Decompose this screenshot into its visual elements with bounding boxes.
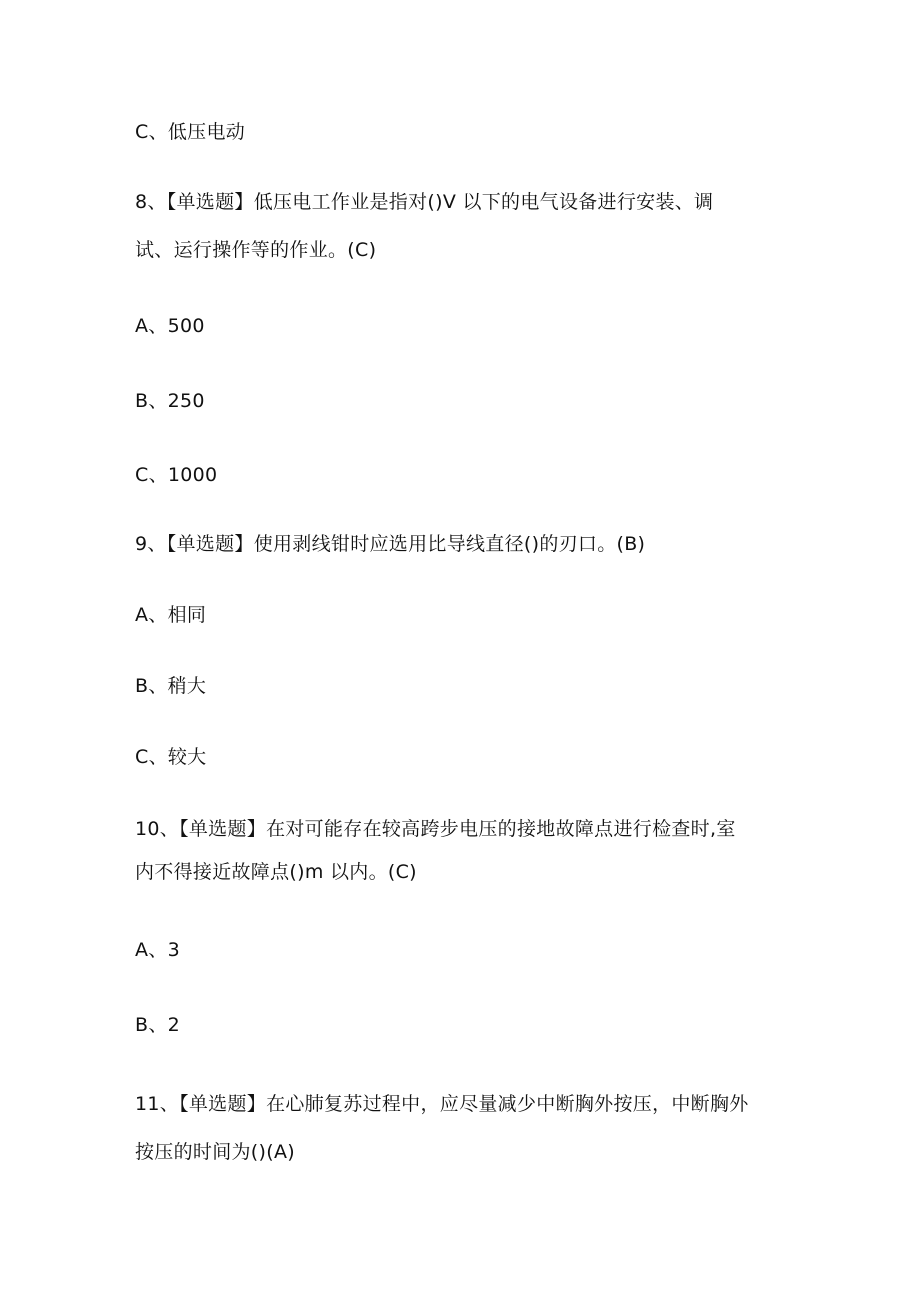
q10-question-line-1: 10、【单选题】在对可能存在较高跨步电压的接地故障点进行检查时,室	[135, 818, 736, 840]
q9-question-line-1: 9、【单选题】使用剥线钳时应选用比导线直径()的刃口。(B)	[135, 533, 646, 555]
q11-question-line-2: 按压的时间为()(A)	[135, 1141, 295, 1163]
q8-question-line-1: 8、【单选题】低压电工作业是指对()V 以下的电气设备进行安装、调	[135, 191, 714, 213]
q9-option-b: B、稍大	[135, 675, 207, 697]
q8-option-c: C、1000	[135, 464, 218, 486]
q8-option-b: B、250	[135, 390, 205, 412]
q8-question-line-2: 试、运行操作等的作业。(C)	[135, 239, 377, 261]
q10-option-b: B、2	[135, 1014, 181, 1036]
q8-option-a: A、500	[135, 315, 205, 337]
q11-question-line-1: 11、【单选题】在心肺复苏过程中，应尽量减少中断胸外按压，中断胸外	[135, 1093, 749, 1115]
q10-option-a: A、3	[135, 939, 180, 961]
q9-option-c: C、较大	[135, 746, 207, 768]
q9-option-a: A、相同	[135, 604, 207, 626]
q10-question-line-2: 内不得接近故障点()m 以内。(C)	[135, 861, 417, 883]
q7-option-c: C、低压电动	[135, 121, 246, 143]
